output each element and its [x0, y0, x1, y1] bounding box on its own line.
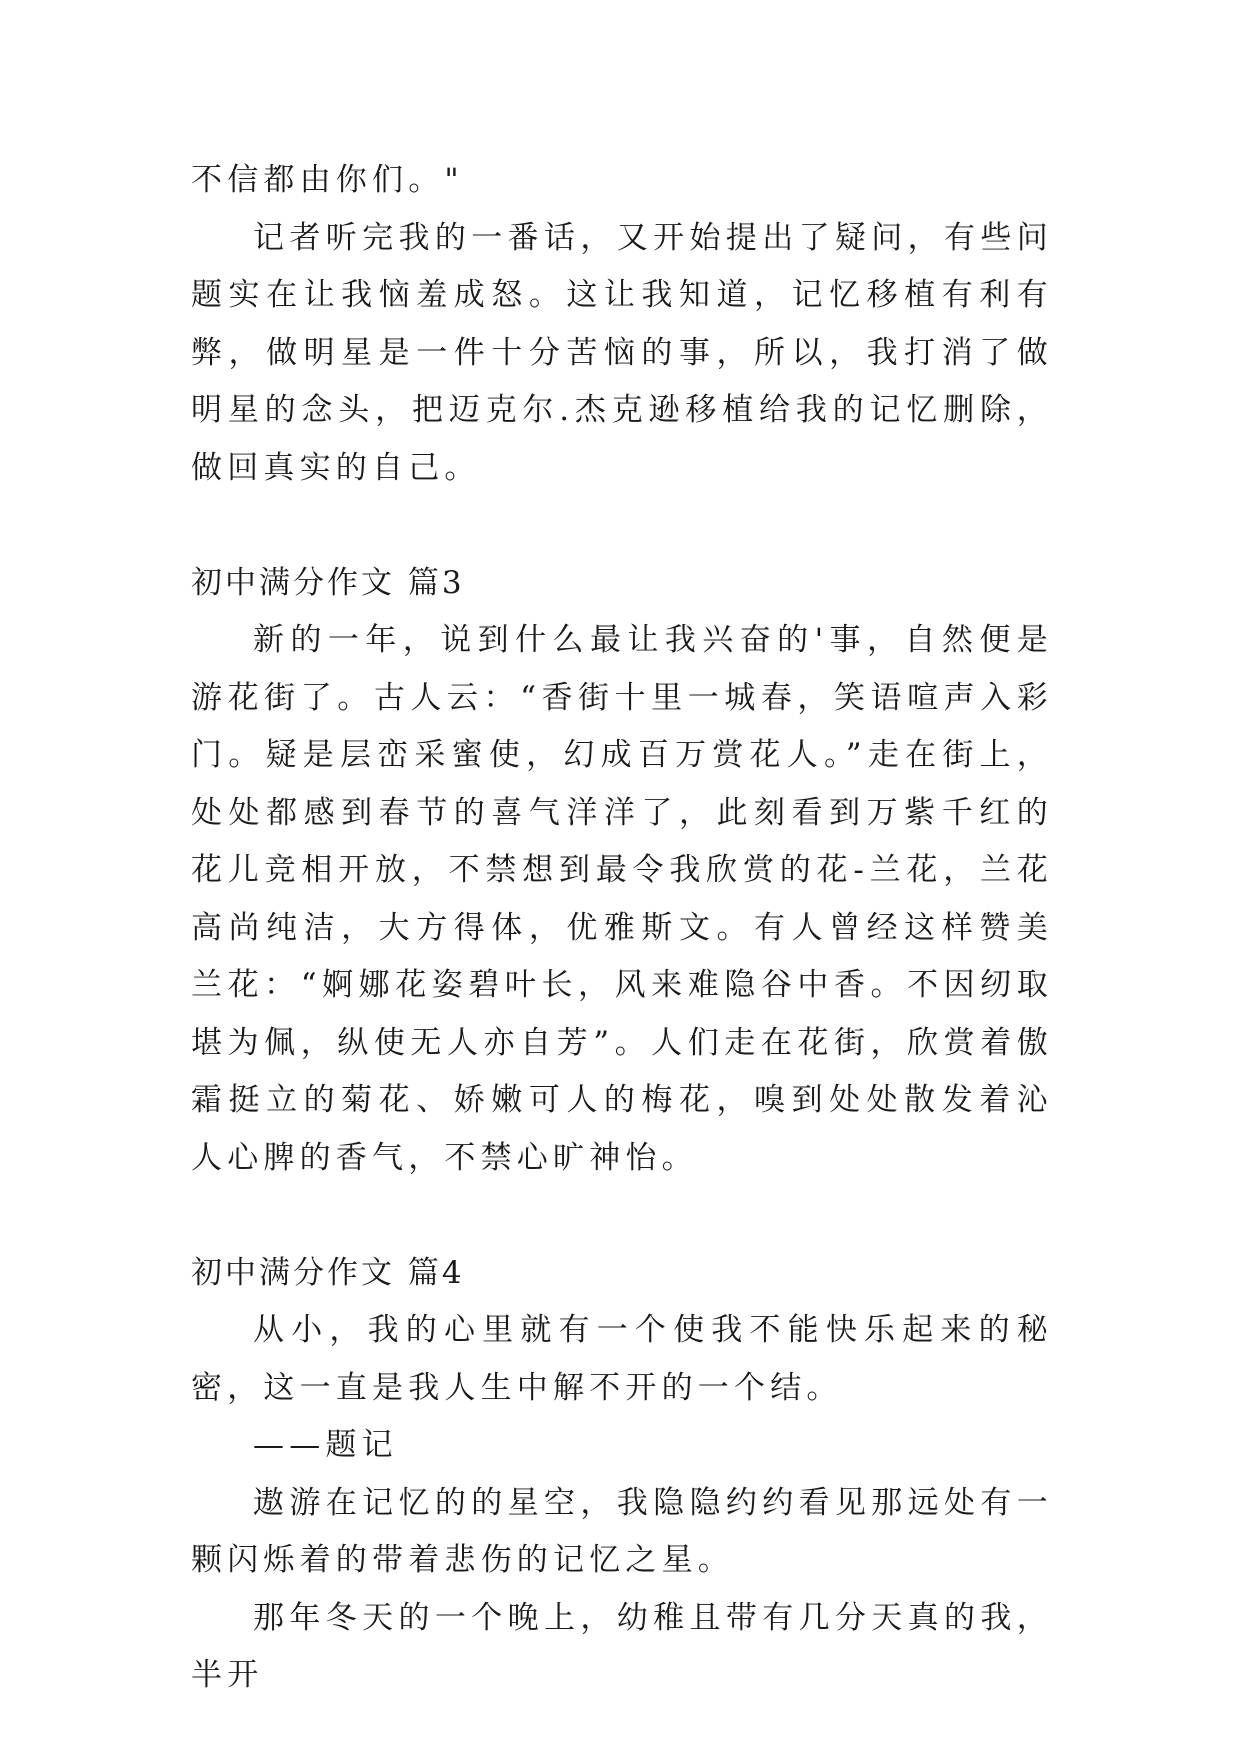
paragraph: 记者听完我的一番话，又开始提出了疑问，有些问题实在让我恼羞成怒。这让我知道，记忆移植有利有弊，做明星是一件十分苦恼的事，所以，我打消了做明星的念头，把迈克尔.杰克逊移植给我的记忆删除，做回真实的自己。	[191, 219, 1053, 486]
section-gap	[191, 1187, 1053, 1245]
paragraph: 那年冬天的一个晚上，幼稚且带有几分天真的我，半开	[191, 1599, 1053, 1693]
paragraph: 不信都由你们。"	[191, 162, 464, 198]
document-body	[191, 152, 1053, 1705]
inscription: ——题记	[253, 1427, 398, 1463]
paragraph: 从小，我的心里就有一个使我不能快乐起来的秘密，这一直是我人生中解不开的一个结。	[191, 1312, 1053, 1406]
paragraph: 遨游在记忆的的星空，我隐隐约约看见那远处有一颗闪烁着的带着悲伤的记忆之星。	[191, 1484, 1053, 1578]
section-gap	[191, 497, 1053, 555]
section-heading: 初中满分作文 篇3	[191, 564, 465, 601]
section-heading: 初中满分作文 篇4	[191, 1254, 465, 1291]
paragraph: 新的一年，说到什么最让我兴奋的'事，自然便是游花街了。古人云：“香街十里一城春，笑语喧声入彩门。疑是层峦采蜜使，幻成百万赏花人。”走在街上，处处都感到春节的喜气洋洋了，此刻看到万紫千红的花儿竞相开放，不禁想到最令我欣赏的花-兰花，兰花高尚纯洁，大方得体，优雅斯文。有人曾经这样赞美兰花：“婀娜花姿碧叶长，风来难隐谷中香。不因纫取堪为佩，纵使无人亦自芳”。人们走在花街，欣赏着傲霜挺立的菊花、娇嫩可人的梅花，嗅到处处散发着沁人心脾的香气，不禁心旷神怡。	[191, 622, 1053, 1176]
